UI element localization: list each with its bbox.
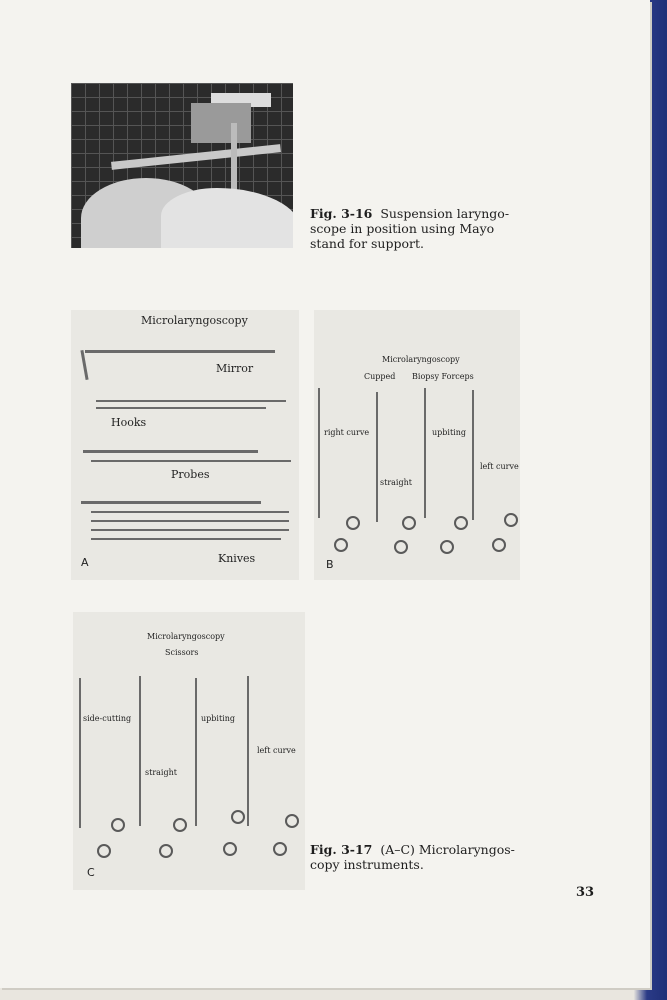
forceps-shaft-1	[318, 388, 320, 518]
scissors-upbiting-label: upbiting	[201, 714, 235, 723]
scissors-shaft-4	[247, 676, 249, 826]
fig-3-17-caption	[310, 842, 530, 872]
upbiting-label: upbiting	[432, 428, 466, 437]
scissors-ring-4b	[273, 842, 287, 856]
panel-c	[73, 612, 305, 890]
fig-3-16-caption	[310, 206, 530, 251]
forceps-ring-4a	[504, 513, 518, 527]
panel-b	[314, 310, 520, 580]
mirror-instrument	[85, 350, 275, 353]
scissors-ring-1a	[111, 818, 125, 832]
panel-c-title: Microlaryngoscopy	[147, 632, 225, 641]
knife-instrument-5	[91, 538, 281, 540]
knife-instrument-4	[91, 529, 289, 531]
panel-b-letter: B	[326, 558, 334, 571]
scissors-ring-3a	[231, 810, 245, 824]
straight-label: straight	[380, 478, 412, 487]
mayo-stand-tray	[191, 103, 251, 143]
scissors-left-curve-label: left curve	[257, 746, 296, 755]
panel-c-subtitle: Scissors	[165, 648, 199, 657]
left-curve-label: left curve	[480, 462, 519, 471]
fig-3-17-number: Fig. 3-17	[310, 842, 373, 857]
forceps-ring-3a	[454, 516, 468, 530]
forceps-ring-2b	[394, 540, 408, 554]
hook-instrument-1	[96, 400, 286, 402]
panel-b-subtitle-right: Biopsy Forceps	[412, 372, 474, 381]
panel-b-title: Microlaryngoscopy	[382, 355, 460, 364]
scissors-ring-2a	[173, 818, 187, 832]
forceps-ring-4b	[492, 538, 506, 552]
panel-c-letter: C	[87, 866, 95, 879]
panel-a	[71, 310, 299, 580]
scissors-ring-3b	[223, 842, 237, 856]
page-number: 33	[576, 885, 595, 900]
forceps-ring-2a	[402, 516, 416, 530]
side-cutting-label: side-cutting	[83, 714, 132, 723]
fig-3-17-caption-text: (A–C) Microlaryngos-copy instruments.	[310, 842, 515, 872]
scissors-shaft-3	[195, 678, 197, 826]
right-curve-label: right curve	[324, 428, 370, 437]
scissors-ring-1b	[97, 844, 111, 858]
forceps-ring-1b	[334, 538, 348, 552]
fig-3-16-number: Fig. 3-16	[310, 206, 373, 221]
panel-a-title: Microlaryngoscopy	[141, 314, 248, 327]
probes-label: Probes	[171, 468, 210, 481]
panel-b-subtitle-left: Cupped	[364, 372, 396, 381]
mirror-handle	[80, 350, 88, 380]
fig-3-16-caption-text: Suspension laryngo-scope in position using Mayo stand for support.	[310, 206, 510, 251]
probe-instrument-2	[91, 460, 291, 462]
forceps-ring-1a	[346, 516, 360, 530]
scissors-ring-4a	[285, 814, 299, 828]
scissors-ring-2b	[159, 844, 173, 858]
hook-instrument-2	[96, 407, 266, 409]
fig-3-16-photo	[71, 83, 293, 248]
forceps-ring-3b	[440, 540, 454, 554]
probe-instrument-1	[83, 450, 258, 453]
knives-label: Knives	[218, 552, 256, 565]
knife-instrument-2	[91, 511, 289, 513]
forceps-shaft-2	[376, 392, 378, 522]
scissors-shaft-1	[79, 678, 81, 828]
mirror-label: Mirror	[216, 362, 254, 375]
scissors-shaft-2	[139, 676, 141, 826]
scissors-straight-label: straight	[145, 768, 177, 777]
forceps-shaft-3	[424, 388, 426, 518]
panel-a-letter: A	[81, 556, 89, 569]
forceps-shaft-4	[472, 390, 474, 520]
knife-instrument-1	[81, 501, 261, 504]
hooks-label: Hooks	[111, 416, 147, 429]
knife-instrument-3	[91, 520, 289, 522]
